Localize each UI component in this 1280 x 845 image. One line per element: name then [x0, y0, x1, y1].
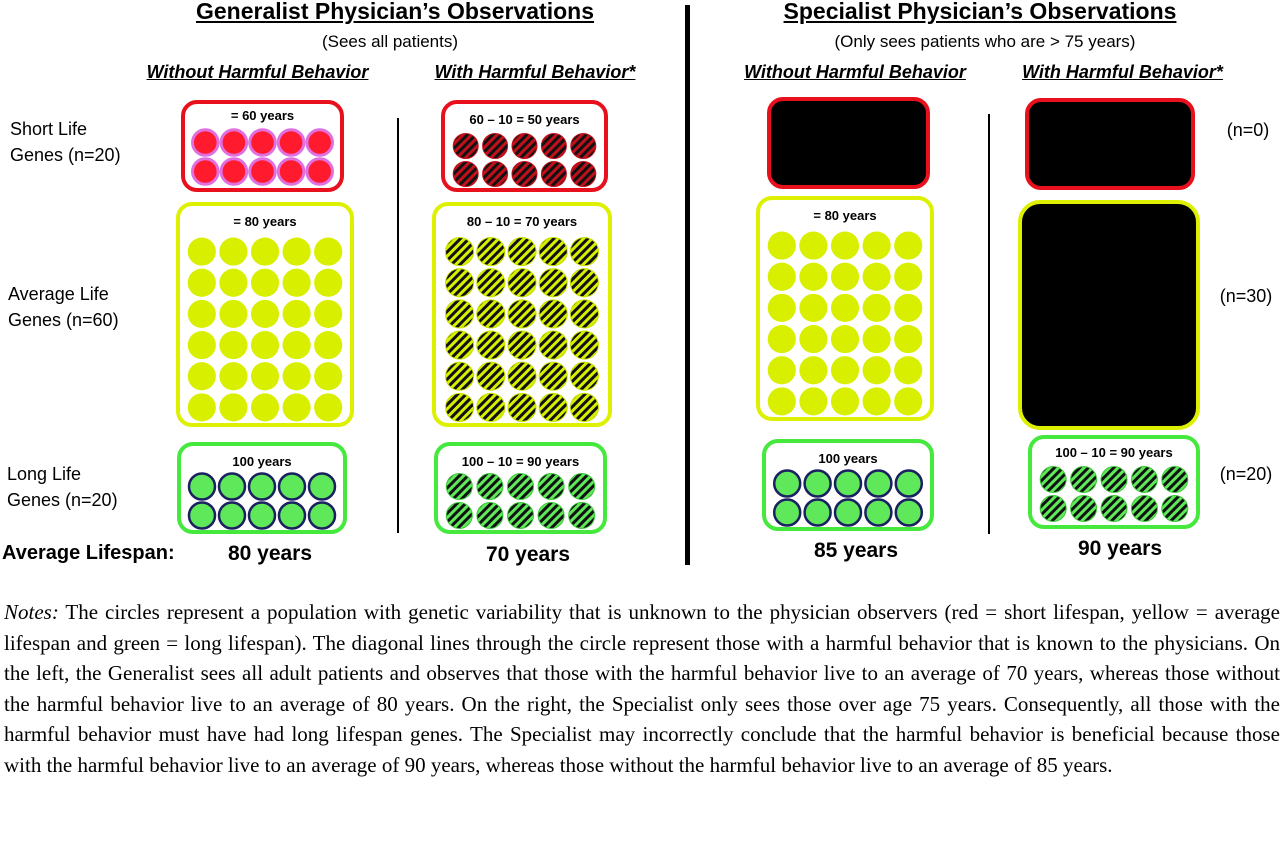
- gen-without-avg: 80 years: [227, 542, 313, 565]
- patient-circle: [774, 500, 800, 526]
- patient-circle: [570, 362, 598, 390]
- patient-circle: [446, 393, 474, 421]
- patient-circle: [1162, 467, 1188, 493]
- generalist-divider: [397, 118, 399, 533]
- patient-circle: [508, 362, 536, 390]
- generalist-title: Generalist Physician’s Observations: [196, 0, 594, 24]
- gen-without-average-box: [176, 202, 354, 427]
- patient-circle: [831, 356, 859, 384]
- patient-circle: [570, 393, 598, 421]
- patient-circle: [314, 362, 342, 390]
- gen-with-short-label: 60 – 10 = 50 years: [469, 112, 580, 127]
- specialist-title: Specialist Physician’s Observations: [783, 0, 1177, 24]
- patient-circle: [219, 503, 245, 529]
- patient-circle: [894, 263, 922, 291]
- row-label-short-line2: Genes (n=20): [10, 145, 121, 165]
- patient-circle: [307, 159, 333, 185]
- patient-circle: [221, 130, 247, 156]
- patient-circle: [508, 269, 536, 297]
- patient-circle: [251, 300, 279, 328]
- patient-circle: [221, 159, 247, 185]
- patient-circle: [309, 474, 335, 500]
- patient-circle: [1131, 467, 1157, 493]
- patient-circle: [831, 387, 859, 415]
- patient-circle: [508, 393, 536, 421]
- patient-circle: [774, 471, 800, 497]
- patient-circle: [863, 263, 891, 291]
- spec-without-long-circles-svg: [772, 469, 924, 527]
- patient-circle: [835, 500, 861, 526]
- patient-circle: [283, 300, 311, 328]
- gen-with-short-circles: [451, 132, 598, 188]
- patient-circle: [512, 162, 537, 187]
- patient-circle: [314, 300, 342, 328]
- specialist-divider: [988, 114, 990, 534]
- patient-circle: [768, 356, 796, 384]
- gen-with-long-circles: [444, 472, 597, 530]
- gen-without-long-circles-svg: [187, 472, 337, 530]
- patient-circle: [188, 393, 216, 421]
- patient-circle: [799, 232, 827, 260]
- patient-circle: [894, 232, 922, 260]
- patient-circle: [831, 294, 859, 322]
- patient-circle: [541, 134, 566, 159]
- patient-circle: [896, 500, 922, 526]
- patient-circle: [1131, 496, 1157, 522]
- patient-circle: [894, 356, 922, 384]
- patient-circle: [477, 331, 505, 359]
- spec-without-average-circles: [766, 230, 924, 417]
- patient-circle: [279, 503, 305, 529]
- patient-circle: [538, 474, 564, 500]
- patient-circle: [283, 393, 311, 421]
- patient-circle: [193, 130, 219, 156]
- gen-without-long-circles: [187, 472, 337, 530]
- generalist-col-with: With Harmful Behavior*: [434, 62, 636, 82]
- gen-with-average-box: [432, 202, 612, 427]
- patient-circle: [188, 238, 216, 266]
- patient-circle: [799, 294, 827, 322]
- patient-circle: [863, 356, 891, 384]
- patient-circle: [193, 159, 219, 185]
- gen-with-long-circles-svg: [444, 472, 597, 530]
- patient-circle: [570, 238, 598, 266]
- patient-circle: [831, 325, 859, 353]
- patient-circle: [188, 300, 216, 328]
- patient-circle: [251, 238, 279, 266]
- spec-without-long-box: [762, 439, 934, 531]
- patient-circle: [278, 130, 304, 156]
- generalist-subtitle: (Sees all patients): [321, 32, 459, 51]
- patient-circle: [189, 503, 215, 529]
- patient-circle: [477, 238, 505, 266]
- patient-circle: [446, 503, 472, 529]
- spec-with-avg: 90 years: [1077, 537, 1163, 560]
- patient-circle: [768, 325, 796, 353]
- spec-with-short-box: [1025, 98, 1195, 190]
- gen-without-average-circles: [186, 236, 344, 423]
- patient-circle: [508, 238, 536, 266]
- patient-circle: [570, 300, 598, 328]
- average-lifespan-label: Average Lifespan:: [2, 542, 175, 564]
- patient-circle: [219, 393, 247, 421]
- patient-circle: [508, 474, 534, 500]
- patient-circle: [477, 362, 505, 390]
- patient-circle: [314, 393, 342, 421]
- patient-circle: [477, 474, 503, 500]
- patient-circle: [283, 238, 311, 266]
- patient-circle: [865, 500, 891, 526]
- patient-circle: [188, 269, 216, 297]
- patient-circle: [446, 300, 474, 328]
- patient-circle: [283, 362, 311, 390]
- patient-circle: [799, 387, 827, 415]
- patient-circle: [894, 387, 922, 415]
- patient-circle: [251, 362, 279, 390]
- row-label-short: [10, 116, 121, 168]
- patient-circle: [249, 474, 275, 500]
- patient-circle: [570, 269, 598, 297]
- patient-circle: [219, 238, 247, 266]
- spec-without-avg: 85 years: [813, 539, 899, 562]
- patient-circle: [483, 162, 508, 187]
- patient-circle: [805, 500, 831, 526]
- patient-circle: [477, 393, 505, 421]
- patient-circle: [539, 393, 567, 421]
- spec-with-long-box: [1028, 435, 1200, 529]
- patient-circle: [894, 325, 922, 353]
- patient-circle: [477, 269, 505, 297]
- spec-with-long-circles: [1038, 465, 1190, 523]
- patient-circle: [314, 238, 342, 266]
- generalist-col-without: Without Harmful Behavior: [146, 62, 369, 82]
- patient-circle: [446, 238, 474, 266]
- row-label-long: [7, 461, 118, 513]
- row-label-short-line1: Short Life: [10, 119, 88, 139]
- gen-with-short-box: [441, 100, 608, 192]
- patient-circle: [768, 263, 796, 291]
- patient-circle: [538, 503, 564, 529]
- gen-with-long-box: [434, 442, 607, 534]
- patient-circle: [1071, 496, 1097, 522]
- patient-circle: [1040, 467, 1066, 493]
- patient-circle: [863, 387, 891, 415]
- spec-with-long-label: 100 – 10 = 90 years: [1055, 445, 1173, 460]
- gen-without-long-label: 100 years: [232, 454, 292, 469]
- patient-circle: [539, 331, 567, 359]
- row-label-average-line2: Genes (n=60): [8, 310, 119, 330]
- notes-paragraph: [4, 597, 1280, 780]
- gen-with-average-circles-svg: [444, 236, 600, 423]
- spec-count-long: (n=20): [1219, 464, 1273, 484]
- patient-circle: [219, 474, 245, 500]
- spec-count-average: (n=30): [1219, 286, 1273, 306]
- gen-with-long-label: 100 – 10 = 90 years: [461, 454, 580, 469]
- patient-circle: [188, 331, 216, 359]
- patient-circle: [539, 238, 567, 266]
- patient-circle: [477, 300, 505, 328]
- row-label-average: [8, 281, 119, 333]
- patient-circle: [571, 162, 596, 187]
- row-label-long-line1: Long Life: [7, 464, 82, 484]
- patient-circle: [863, 232, 891, 260]
- patient-circle: [768, 232, 796, 260]
- patient-circle: [251, 331, 279, 359]
- patient-circle: [188, 362, 216, 390]
- patient-circle: [508, 503, 534, 529]
- patient-circle: [831, 232, 859, 260]
- notes-body: The circles represent a population with genetic variability that is unknown to the physician observers (red = short lifespan, yellow = average lifespan and green = long lifespan). The diagonal lines through the circle represent those with a harmful behavior that is known to the physicians. On the left, the Generalist sees all adult patients and observes that those with the harmful behavior live to an average of 70 years, whereas those without the harmful behavior live to an average of 80 years. On the right, the Specialist only sees those over age 75 years. Consequently, all those with the harmful behavior must have had long lifespan genes. The Specialist may incorrectly conclude that the harmful behavior is beneficial because those with the harmful behavior live to an average of 90 years, whereas those without the harmful behavior live to an average of 85 years.: [4, 600, 1280, 777]
- patient-circle: [250, 159, 276, 185]
- patient-circle: [219, 331, 247, 359]
- patient-circle: [539, 362, 567, 390]
- patient-circle: [512, 134, 537, 159]
- patient-circle: [768, 387, 796, 415]
- specialist-subtitle: (Only sees patients who are > 75 years): [834, 32, 1136, 51]
- patient-circle: [250, 130, 276, 156]
- gen-with-avg: 70 years: [485, 543, 571, 566]
- patient-circle: [251, 393, 279, 421]
- patient-circle: [835, 471, 861, 497]
- patient-circle: [446, 362, 474, 390]
- patient-circle: [453, 134, 478, 159]
- patient-circle: [799, 263, 827, 291]
- patient-circle: [477, 503, 503, 529]
- gen-without-short-box: [181, 100, 344, 192]
- gen-without-short-circles-svg: [191, 128, 334, 186]
- spec-without-long-circles: [772, 469, 924, 527]
- patient-circle: [541, 162, 566, 187]
- patient-circle: [483, 134, 508, 159]
- spec-with-average-box: [1018, 200, 1200, 430]
- patient-circle: [863, 325, 891, 353]
- patient-circle: [219, 269, 247, 297]
- main-divider: [685, 5, 690, 565]
- gen-without-average-label: = 80 years: [233, 214, 297, 229]
- patient-circle: [894, 294, 922, 322]
- patient-circle: [249, 503, 275, 529]
- patient-circle: [189, 474, 215, 500]
- spec-without-long-label: 100 years: [818, 451, 878, 466]
- patient-circle: [799, 325, 827, 353]
- spec-count-short: (n=0): [1226, 120, 1270, 140]
- patient-circle: [569, 474, 595, 500]
- patient-circle: [896, 471, 922, 497]
- patient-circle: [863, 294, 891, 322]
- specialist-col-without: Without Harmful Behavior: [744, 62, 966, 82]
- gen-without-short-circles: [191, 128, 334, 186]
- patient-circle: [314, 269, 342, 297]
- patient-circle: [314, 331, 342, 359]
- spec-without-average-label: = 80 years: [813, 208, 877, 223]
- patient-circle: [251, 269, 279, 297]
- patient-circle: [1101, 467, 1127, 493]
- spec-without-average-box: [756, 196, 934, 421]
- patient-circle: [508, 300, 536, 328]
- patient-circle: [219, 362, 247, 390]
- patient-circle: [570, 331, 598, 359]
- specialist-col-with: With Harmful Behavior*: [1022, 62, 1223, 82]
- patient-circle: [1162, 496, 1188, 522]
- patient-circle: [831, 263, 859, 291]
- patient-circle: [1101, 496, 1127, 522]
- patient-circle: [799, 356, 827, 384]
- patient-circle: [571, 134, 596, 159]
- gen-with-average-circles: [444, 236, 600, 423]
- patient-circle: [539, 269, 567, 297]
- patient-circle: [1071, 467, 1097, 493]
- gen-with-short-circles-svg: [451, 132, 598, 188]
- patient-circle: [508, 331, 536, 359]
- spec-without-short-box: [767, 97, 930, 189]
- gen-without-short-label: = 60 years: [230, 108, 295, 123]
- patient-circle: [446, 331, 474, 359]
- patient-circle: [279, 474, 305, 500]
- patient-circle: [569, 503, 595, 529]
- patient-circle: [453, 162, 478, 187]
- spec-with-long-circles-svg: [1038, 465, 1190, 523]
- patient-circle: [307, 130, 333, 156]
- gen-without-long-box: [177, 442, 347, 534]
- spec-without-average-circles-svg: [766, 230, 924, 417]
- patient-circle: [283, 269, 311, 297]
- notes-lead: Notes:: [4, 600, 59, 624]
- gen-with-average-label: 80 – 10 = 70 years: [466, 214, 578, 229]
- patient-circle: [768, 294, 796, 322]
- patient-circle: [219, 300, 247, 328]
- patient-circle: [283, 331, 311, 359]
- patient-circle: [805, 471, 831, 497]
- patient-circle: [278, 159, 304, 185]
- patient-circle: [446, 269, 474, 297]
- row-label-average-line1: Average Life: [8, 284, 109, 304]
- patient-circle: [1040, 496, 1066, 522]
- gen-without-average-circles-svg: [186, 236, 344, 423]
- patient-circle: [446, 474, 472, 500]
- row-label-long-line2: Genes (n=20): [7, 490, 118, 510]
- patient-circle: [865, 471, 891, 497]
- patient-circle: [309, 503, 335, 529]
- patient-circle: [539, 300, 567, 328]
